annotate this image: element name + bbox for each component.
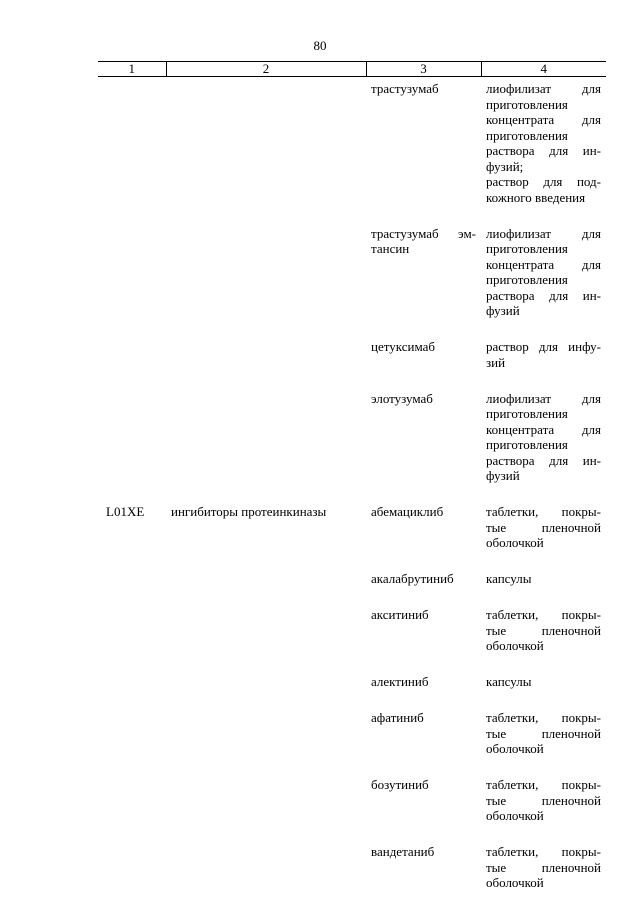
- dosage-form-line: тые пленочной: [486, 725, 601, 741]
- dosage-form-line: оболочкой: [486, 808, 544, 823]
- row-spacer-cell: [98, 551, 606, 572]
- dosage-form-cell: [481, 77, 606, 206]
- dosage-form-cell: [481, 339, 606, 370]
- dosage-form-line: тые пленочной: [486, 859, 601, 875]
- dosage-form-line: раствор для под-: [486, 174, 601, 189]
- dosage-form-line: оболочкой: [486, 875, 544, 890]
- table-row: [98, 77, 606, 206]
- atc-code-cell: [98, 674, 166, 690]
- dosage-form-line: таблетки, покры-: [486, 777, 601, 792]
- page-number: 80: [313, 38, 327, 53]
- dosage-form-line: раствор для инфу-: [486, 339, 601, 354]
- table-row: [98, 504, 606, 551]
- row-spacer: [98, 551, 606, 572]
- table-row: [98, 226, 606, 319]
- dosage-form-line: тые пленочной: [486, 792, 601, 808]
- column-header-4: 4: [481, 62, 606, 77]
- row-spacer-cell: [98, 370, 606, 391]
- dosage-form-cell: [481, 226, 606, 319]
- column-header-3: 3: [366, 62, 481, 77]
- atc-code-cell: [98, 571, 166, 587]
- dosage-form-line: кожного введения: [486, 189, 586, 205]
- dosage-form-line: таблетки, покры-: [486, 504, 601, 519]
- dosage-form-line: таблетки, покры-: [486, 844, 601, 859]
- dosage-form-cell: [481, 710, 606, 757]
- dosage-form-line: приготовления: [486, 96, 568, 112]
- drug-name-cell: трастузумаб: [371, 81, 439, 96]
- table-row: [98, 571, 606, 587]
- dosage-form-line: приготовления: [486, 127, 568, 143]
- atc-code-cell: [98, 844, 166, 891]
- dosage-form-line: приготовления: [486, 272, 568, 287]
- dosage-form-line: фузий: [486, 303, 520, 318]
- dosage-form-line: тые пленочной: [486, 622, 601, 638]
- row-spacer-cell: [98, 824, 606, 845]
- table-row: [98, 607, 606, 654]
- dosage-form-line: концентрата для: [486, 256, 601, 272]
- dosage-form-line: капсулы: [486, 674, 532, 689]
- group-name-cell: [166, 710, 366, 757]
- dosage-form-line: тые пленочной: [486, 519, 601, 535]
- dosage-form-line: раствора для ин-: [486, 143, 601, 158]
- dosage-form-line: оболочкой: [486, 638, 544, 653]
- group-name-cell: [166, 391, 366, 484]
- group-name-cell: [166, 339, 366, 370]
- dosage-form-cell: [481, 777, 606, 824]
- dosage-form-line: лиофилизат для: [486, 390, 601, 406]
- dosage-form-line: концентрата для: [486, 112, 601, 127]
- row-spacer: [98, 484, 606, 505]
- header-row: [98, 62, 606, 77]
- group-name-cell: ингибиторы протеинкиназы: [171, 504, 327, 519]
- atc-code-cell: [98, 391, 166, 484]
- drug-name-line: тансин: [371, 241, 410, 256]
- atc-code-cell: [98, 339, 166, 370]
- drug-name-cell: афатиниб: [371, 710, 424, 725]
- row-spacer-cell: [98, 654, 606, 675]
- dosage-form-line: лиофилизат для: [486, 81, 601, 96]
- dosage-form-line: раствора для ин-: [486, 287, 601, 303]
- atc-code-cell: [98, 77, 166, 206]
- atc-code-cell: L01XE: [106, 504, 145, 519]
- drug-name-cell: абемациклиб: [371, 504, 444, 519]
- dosage-form-line: оболочкой: [486, 741, 544, 756]
- dosage-form-line: лиофилизат для: [486, 225, 601, 241]
- row-spacer: [98, 587, 606, 608]
- dosage-form-cell: [481, 571, 606, 587]
- dosage-form-line: концентрата для: [486, 421, 601, 437]
- dosage-form-line: зий: [486, 354, 506, 370]
- group-name-cell: [166, 607, 366, 654]
- table-row: [98, 777, 606, 824]
- atc-code-cell: [98, 777, 166, 824]
- row-spacer: [98, 370, 606, 391]
- column-header-1: 1: [98, 62, 166, 77]
- drug-name-cell: акалабрутиниб: [371, 571, 454, 586]
- row-spacer-cell: [98, 205, 606, 226]
- table-row: [98, 844, 606, 891]
- row-spacer: [98, 654, 606, 675]
- row-spacer: [98, 690, 606, 711]
- group-name-cell: [166, 77, 366, 206]
- group-name-cell: [166, 777, 366, 824]
- table-row: [98, 710, 606, 757]
- dosage-form-line: фузий;: [486, 158, 524, 174]
- drug-name-cell: элотузумаб: [371, 390, 433, 406]
- atc-code-cell: [98, 710, 166, 757]
- row-spacer: [98, 757, 606, 778]
- group-name-cell: [166, 571, 366, 587]
- row-spacer-cell: [98, 319, 606, 340]
- dosage-form-line: таблетки, покры-: [486, 607, 601, 622]
- row-spacer-cell: [98, 690, 606, 711]
- dosage-form-line: капсулы: [486, 571, 532, 586]
- group-name-cell: [166, 844, 366, 891]
- atc-code-cell: [98, 226, 166, 319]
- drug-name-line: трастузумаб эм-: [371, 225, 476, 241]
- drug-name-cell: бозутиниб: [371, 777, 429, 792]
- dosage-form-line: фузий: [486, 468, 520, 483]
- group-name-cell: [166, 226, 366, 319]
- row-spacer-cell: [98, 587, 606, 608]
- drug-name-cell: [366, 226, 481, 319]
- table-row: [98, 339, 606, 370]
- table-row: [98, 391, 606, 484]
- group-name-cell: [166, 674, 366, 690]
- dosage-form-line: таблетки, покры-: [486, 710, 601, 725]
- table-row: [98, 674, 606, 690]
- dosage-form-line: приготовления: [486, 437, 568, 452]
- drug-name-cell: вандетаниб: [371, 844, 435, 859]
- table-header: [98, 62, 606, 77]
- drug-name-cell: акситиниб: [371, 607, 429, 622]
- dosage-form-line: приготовления: [486, 241, 568, 256]
- dosage-form-line: раствора для ин-: [486, 452, 601, 468]
- drug-name-cell: цетуксимаб: [371, 339, 435, 354]
- dosage-form-cell: [481, 391, 606, 484]
- dosage-form-line: оболочкой: [486, 535, 544, 550]
- dosage-form-line: приготовления: [486, 406, 568, 421]
- column-header-2: 2: [166, 62, 366, 77]
- dosage-form-cell: [481, 504, 606, 551]
- row-spacer-cell: [98, 484, 606, 505]
- row-spacer: [98, 319, 606, 340]
- dosage-form-cell: [481, 674, 606, 690]
- dosage-form-cell: [481, 844, 606, 891]
- dosage-form-cell: [481, 607, 606, 654]
- drug-name-cell: алектиниб: [371, 674, 429, 689]
- row-spacer: [98, 824, 606, 845]
- row-spacer: [98, 205, 606, 226]
- atc-code-cell: [98, 607, 166, 654]
- table-body: [98, 77, 606, 891]
- drug-table: [98, 61, 606, 891]
- row-spacer-cell: [98, 757, 606, 778]
